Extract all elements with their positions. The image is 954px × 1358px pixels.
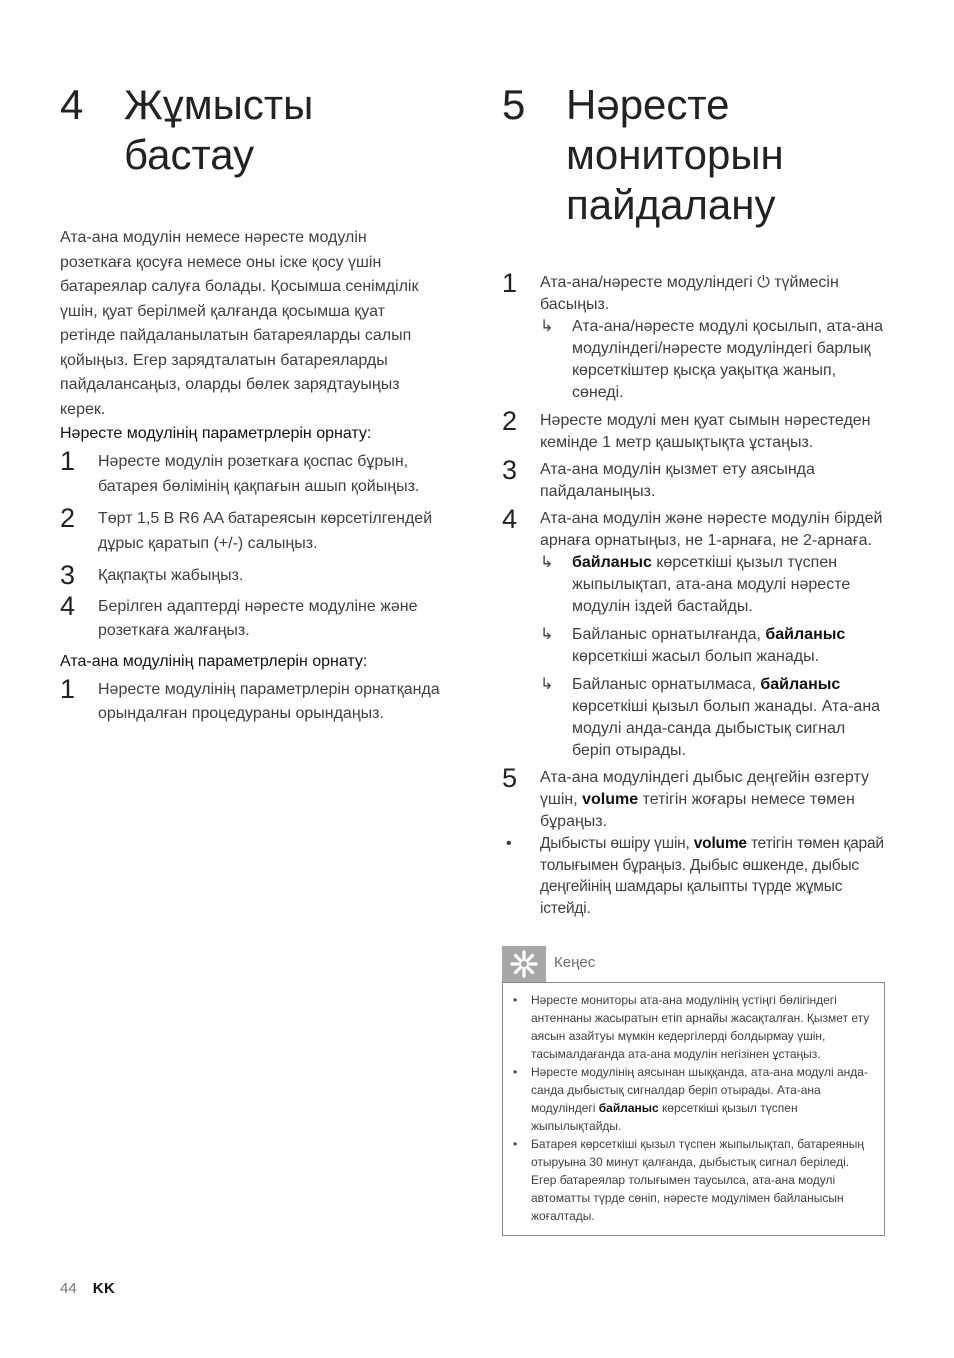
parent-setup-heading: Ата-ана модулінің параметрлерін орнату: bbox=[60, 652, 368, 670]
use-step-1 bbox=[502, 268, 887, 316]
step-number: 4 bbox=[60, 590, 76, 621]
result-text-part: көрсеткіші қызыл түспен жыпылықтап, ата-ана модулі нәресте модулін іздей бастайды. bbox=[572, 554, 851, 615]
tip-text: Батарея көрсеткіші қызыл түспен жыпылықтап, батареяның отыруына 30 минут қалғанда, дыбыстық сигнал беріледі. Егер батареялар толығымен таусылса, ата-ана модулі автоматты түрде сөніп, нәресте модулімен байланысын жоғалтады. bbox=[531, 1137, 864, 1223]
section-title bbox=[124, 80, 313, 180]
result-arrow-icon: ↳ bbox=[540, 554, 554, 571]
step-text-part: Ата-ана/нәресте модуліндегі bbox=[540, 274, 758, 291]
step-text: Ата-ана модулін қызмет ету аясында пайдаланыңыз. bbox=[540, 461, 815, 500]
step-number: 3 bbox=[60, 560, 76, 590]
bullet-icon: • bbox=[513, 1065, 518, 1079]
result-text bbox=[572, 674, 887, 762]
step-text bbox=[540, 272, 887, 316]
parent-step-1 bbox=[60, 673, 440, 727]
step-number: 1 bbox=[60, 673, 76, 704]
left-content bbox=[60, 226, 440, 727]
power-icon: ⏻ bbox=[757, 274, 770, 291]
title-line: Жұмысты bbox=[124, 81, 314, 128]
step-number: 2 bbox=[60, 503, 76, 533]
result-arrow-icon: ↳ bbox=[540, 626, 554, 643]
result-item bbox=[540, 552, 887, 618]
step-text: Қақпақты жабыңыз. bbox=[98, 567, 244, 584]
step-number: 3 bbox=[502, 455, 518, 485]
title-line: пайдалану bbox=[566, 181, 776, 228]
indicator-name: байланыс bbox=[598, 1101, 659, 1115]
tip-text: Нәресте мониторы ата-ана модулінің үстіңгі бөлігіндегі антеннаны жасыратын етіп арнайы жасақталған. Қызмет ету аясын азайтуы мүмкін кедергілерді болдырмау үшін, тасымалдағанда ата-ана модулін негізінен ұстаңыз. bbox=[531, 993, 870, 1061]
baby-step-2 bbox=[60, 503, 440, 556]
tip-content bbox=[502, 982, 885, 1236]
tip-label: Кеңес bbox=[554, 954, 596, 971]
control-name: volume bbox=[693, 835, 747, 852]
step-number: 1 bbox=[60, 446, 76, 476]
step-text: Ата-ана модулін және нәресте модулін бірдей арнаға орнатыңыз, не 1-арнаға, не 2-арнаға. bbox=[540, 510, 883, 549]
use-step-5 bbox=[502, 763, 887, 833]
title-line: бастау bbox=[124, 131, 255, 178]
step-text: Берілген адаптерді нәресте модуліне және розеткаға жалғаңыз. bbox=[98, 597, 418, 639]
step-text-part: Ата-ана модуліндегі дыбыс деңгейін өзгерту үшін, bbox=[540, 769, 869, 808]
step-number: 2 bbox=[502, 406, 518, 436]
control-name: volume bbox=[582, 791, 639, 808]
step-number: 4 bbox=[502, 504, 518, 534]
language-code: KK bbox=[92, 1280, 116, 1297]
page-footer bbox=[60, 1280, 115, 1297]
use-step-2 bbox=[502, 406, 887, 454]
result-text bbox=[572, 552, 887, 618]
indicator-name: байланыс bbox=[765, 626, 846, 643]
bullet-text-part: Дыбысты өшіру үшін, bbox=[540, 835, 694, 852]
result-text-part: көрсеткіші жасыл болып жанады. bbox=[572, 648, 820, 665]
tip-text: Нәресте модулінің аясынан шыққанда, ата-ана модулі анда-санда дыбыстық сигналдар беріп отырады. Ата-ана модуліндегі bbox=[531, 1065, 868, 1115]
bullet-icon: • bbox=[506, 835, 512, 852]
use-step-5-bullet bbox=[502, 833, 887, 919]
section-title bbox=[566, 80, 784, 230]
use-step-1-result-wrap bbox=[502, 316, 887, 404]
bullet-icon: • bbox=[513, 993, 518, 1007]
tip-item bbox=[511, 1135, 876, 1225]
indicator-name: байланыс bbox=[760, 676, 841, 693]
result-item bbox=[540, 674, 887, 762]
result-text-part: Байланыс орнатылғанда, bbox=[572, 626, 766, 643]
result-text: Ата-ана/нәресте модулі қосылып, ата-ана модуліндегі/нәресте модуліндегі барлық көрсеткіштер қысқа уақытқа жанып, сөнеді. bbox=[572, 318, 884, 401]
step-text: Нәресте модулінің параметрлерін орнатқанда орындалған процедураны орындаңыз. bbox=[98, 680, 440, 722]
tip-header bbox=[502, 946, 885, 982]
result-arrow-icon: ↳ bbox=[540, 318, 554, 335]
step-text-part: түймесін басыңыз. bbox=[540, 274, 839, 313]
page-number: 44 bbox=[60, 1280, 77, 1297]
result-text bbox=[572, 624, 887, 668]
tip-item bbox=[511, 1063, 876, 1135]
right-content bbox=[502, 268, 887, 919]
tip-box bbox=[502, 946, 885, 1236]
bullet-text-part: тетігін төмен қарай толығымен бұраңыз. Дыбыс өшкенде, дыбыс деңгейінің шамдары қалыпты түрде жұмыс істейді. bbox=[540, 835, 884, 917]
baby-step-1 bbox=[60, 446, 440, 499]
tip-item bbox=[511, 991, 876, 1063]
baby-step-3 bbox=[60, 560, 440, 590]
intro-paragraph: Ата-ана модулін немесе нәресте модулін розеткаға қосуға немесе оны іске қосу үшін батареялар салуға болады. Қосымша сенімділік үшін, қуат берілмей қалғанда қосымша қуат ретінде пайдаланылатын батареяларды салып қойыңыз. Егер зарядталатын батареяларды пайдалансаңыз, оларды бөлек зарядтауыңыз керек. bbox=[60, 229, 419, 418]
title-line: Нәресте bbox=[566, 81, 730, 128]
use-step-4 bbox=[502, 504, 887, 552]
result-arrow-icon: ↳ bbox=[540, 676, 554, 693]
bullet-icon: • bbox=[513, 1137, 518, 1151]
step-text bbox=[540, 767, 887, 833]
step-text-part: тетігін жоғары немесе төмен бұраңыз. bbox=[540, 791, 855, 830]
tip-text: көрсеткіші қызыл түспен жыпылықтайды. bbox=[531, 1101, 798, 1133]
baby-setup-heading: Нәресте модулінің параметрлерін орнату: bbox=[60, 425, 372, 442]
section-number: 5 bbox=[502, 81, 526, 128]
step-text: Нәресте модулі мен қуат сымын нәрестеден кемінде 1 метр қашықтықта ұстаңыз. bbox=[540, 412, 871, 451]
bullet-text bbox=[540, 833, 887, 919]
indicator-name: байланыс bbox=[572, 554, 652, 571]
step-number: 1 bbox=[502, 268, 518, 298]
step-text: Нәресте модулін розеткаға қоспас бұрын, батарея бөлімінің қақпағын ашып қойыңыз. bbox=[98, 453, 420, 495]
result-item bbox=[540, 624, 887, 668]
use-step-4-results bbox=[502, 552, 887, 762]
baby-step-4 bbox=[60, 590, 440, 644]
step-text: Төрт 1,5 В R6 AA батареясын көрсетілгендей дұрыс қаратып (+/-) салыңыз. bbox=[98, 510, 433, 552]
result-text-part: Байланыс орнатылмаса, bbox=[572, 676, 761, 693]
use-step-3 bbox=[502, 455, 887, 503]
title-line: мониторын bbox=[566, 131, 784, 178]
result-text-part: көрсеткіші қызыл болып жанады. Ата-ана модулі анда-санда дыбыстық сигнал беріп отырады. bbox=[572, 698, 881, 759]
section-number: 4 bbox=[60, 81, 84, 128]
step-number: 5 bbox=[502, 763, 518, 793]
result-item bbox=[540, 316, 887, 404]
tip-asterisk-icon bbox=[502, 946, 546, 982]
